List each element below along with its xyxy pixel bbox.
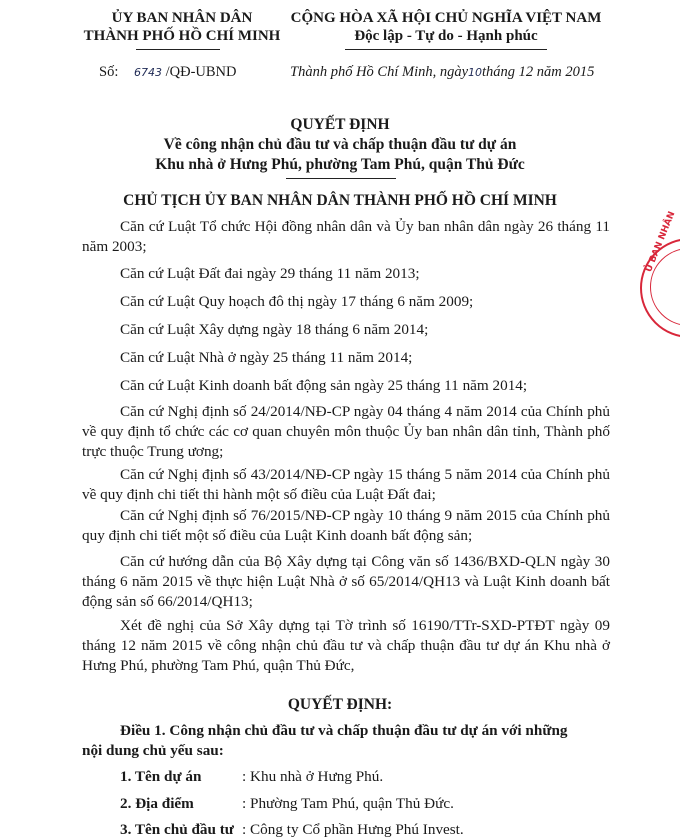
official-seal-text: Ủ BAN NHÂN <box>644 210 678 274</box>
basis-6: Căn cứ Luật Kinh doanh bất động sản ngày 25 tháng 11 năm 2014; <box>120 377 528 394</box>
basis-1: Căn cứ Luật Tổ chức Hội đồng nhân dân và Ủy ban nhân dân ngày 26 tháng 11 năm 2003; <box>82 218 610 255</box>
basis-4: Căn cứ Luật Xây dựng ngày 18 tháng 6 năm 2014; <box>120 321 429 338</box>
item-label-investor: 3. Tên chủ đầu tư <box>120 821 234 838</box>
basis-8: Căn cứ Nghị định số 43/2014/NĐ-CP ngày 15 tháng 5 năm 2014 của Chính phủ về quy định chi tiết thi hành một số điều của Luật Đất đai; <box>82 466 610 503</box>
doc-number <box>99 64 236 81</box>
item-value-project-name: : Khu nhà ở Hưng Phú. <box>242 768 384 785</box>
decision-heading: QUYẾT ĐỊNH: <box>287 696 393 713</box>
motto-underline <box>345 49 547 50</box>
place-date-part1: Thành phố Hồ Chí Minh, ngày <box>290 64 469 80</box>
issuer-underline <box>136 49 220 50</box>
subject-underline <box>286 178 396 179</box>
doc-number-suffix: /QĐ-UBND <box>165 64 237 80</box>
authority-heading: CHỦ TỊCH ỦY BAN NHÂN DÂN THÀNH PHỐ HỒ CHÍ MINH <box>123 192 557 209</box>
basis-7: Căn cứ Nghị định số 24/2014/NĐ-CP ngày 04 tháng 4 năm 2014 của Chính phủ về quy định tổ chức các cơ quan chuyên môn thuộc Ủy ban nhân dân tỉnh, Thành phố trực thuộc Trung ương; <box>82 403 610 460</box>
item-label-project-name: 1. Tên dự án <box>120 768 202 785</box>
basis-9: Căn cứ Nghị định số 76/2015/NĐ-CP ngày 10 tháng 9 năm 2015 của Chính phủ quy định chi tiết một số điều của Luật Kinh doanh bất động sản; <box>82 507 610 544</box>
item-value-investor: : Công ty Cổ phần Hưng Phú Invest. <box>242 821 464 838</box>
date-day-handwritten: 10 <box>468 66 483 79</box>
issuer-line2: THÀNH PHỐ HỒ CHÍ MINH <box>83 28 281 44</box>
basis-5: Căn cứ Luật Nhà ở ngày 25 tháng 11 năm 2014; <box>120 349 413 366</box>
article1-line1: Điều 1. Công nhận chủ đầu tư và chấp thuận đầu tư dự án với những <box>120 722 568 739</box>
national-title: CỘNG HÒA XÃ HỘI CHỦ NGHĨA VIỆT NAM <box>290 10 602 26</box>
basis-10: Căn cứ hướng dẫn của Bộ Xây dựng tại Công văn số 1436/BXD-QLN ngày 30 tháng 6 năm 2015 về thực hiện Luật Nhà ở số 65/2014/QH13 và Luật Kinh doanh bất động sản số 66/2014/QH13; <box>82 553 610 610</box>
subject-line2: Khu nhà ở Hưng Phú, phường Tam Phú, quận Thủ Đức <box>155 156 525 173</box>
item-value-location: : Phường Tam Phú, quận Thủ Đức. <box>242 795 454 812</box>
doc-number-handwritten: 6743 <box>133 66 162 79</box>
place-date <box>290 64 594 81</box>
article1-line2: nội dung chủ yếu sau: <box>82 742 224 759</box>
place-date-part2: tháng 12 năm 2015 <box>482 64 595 80</box>
basis-2: Căn cứ Luật Đất đai ngày 29 tháng 11 năm 2013; <box>120 265 420 282</box>
issuer-line1: ỦY BAN NHÂN DÂN <box>111 10 253 26</box>
subject-line1: Về công nhận chủ đầu tư và chấp thuận đầu tư dự án <box>163 136 517 153</box>
doc-number-prefix: Số: <box>99 64 119 80</box>
item-label-location: 2. Địa điểm <box>120 795 194 812</box>
basis-11: Xét đề nghị của Sở Xây dựng tại Tờ trình số 16190/TTr-SXD-PTĐT ngày 09 tháng 12 năm 2015 về công nhận chủ đầu tư và chấp thuận đầu tư dự án Khu nhà ở Hưng Phú, phường Tam Phú, quận Thủ Đức, <box>82 617 610 674</box>
national-motto: Độc lập - Tự do - Hạnh phúc <box>354 28 538 44</box>
document-title: QUYẾT ĐỊNH <box>290 116 390 133</box>
basis-3: Căn cứ Luật Quy hoạch đô thị ngày 17 tháng 6 năm 2009; <box>120 293 474 310</box>
